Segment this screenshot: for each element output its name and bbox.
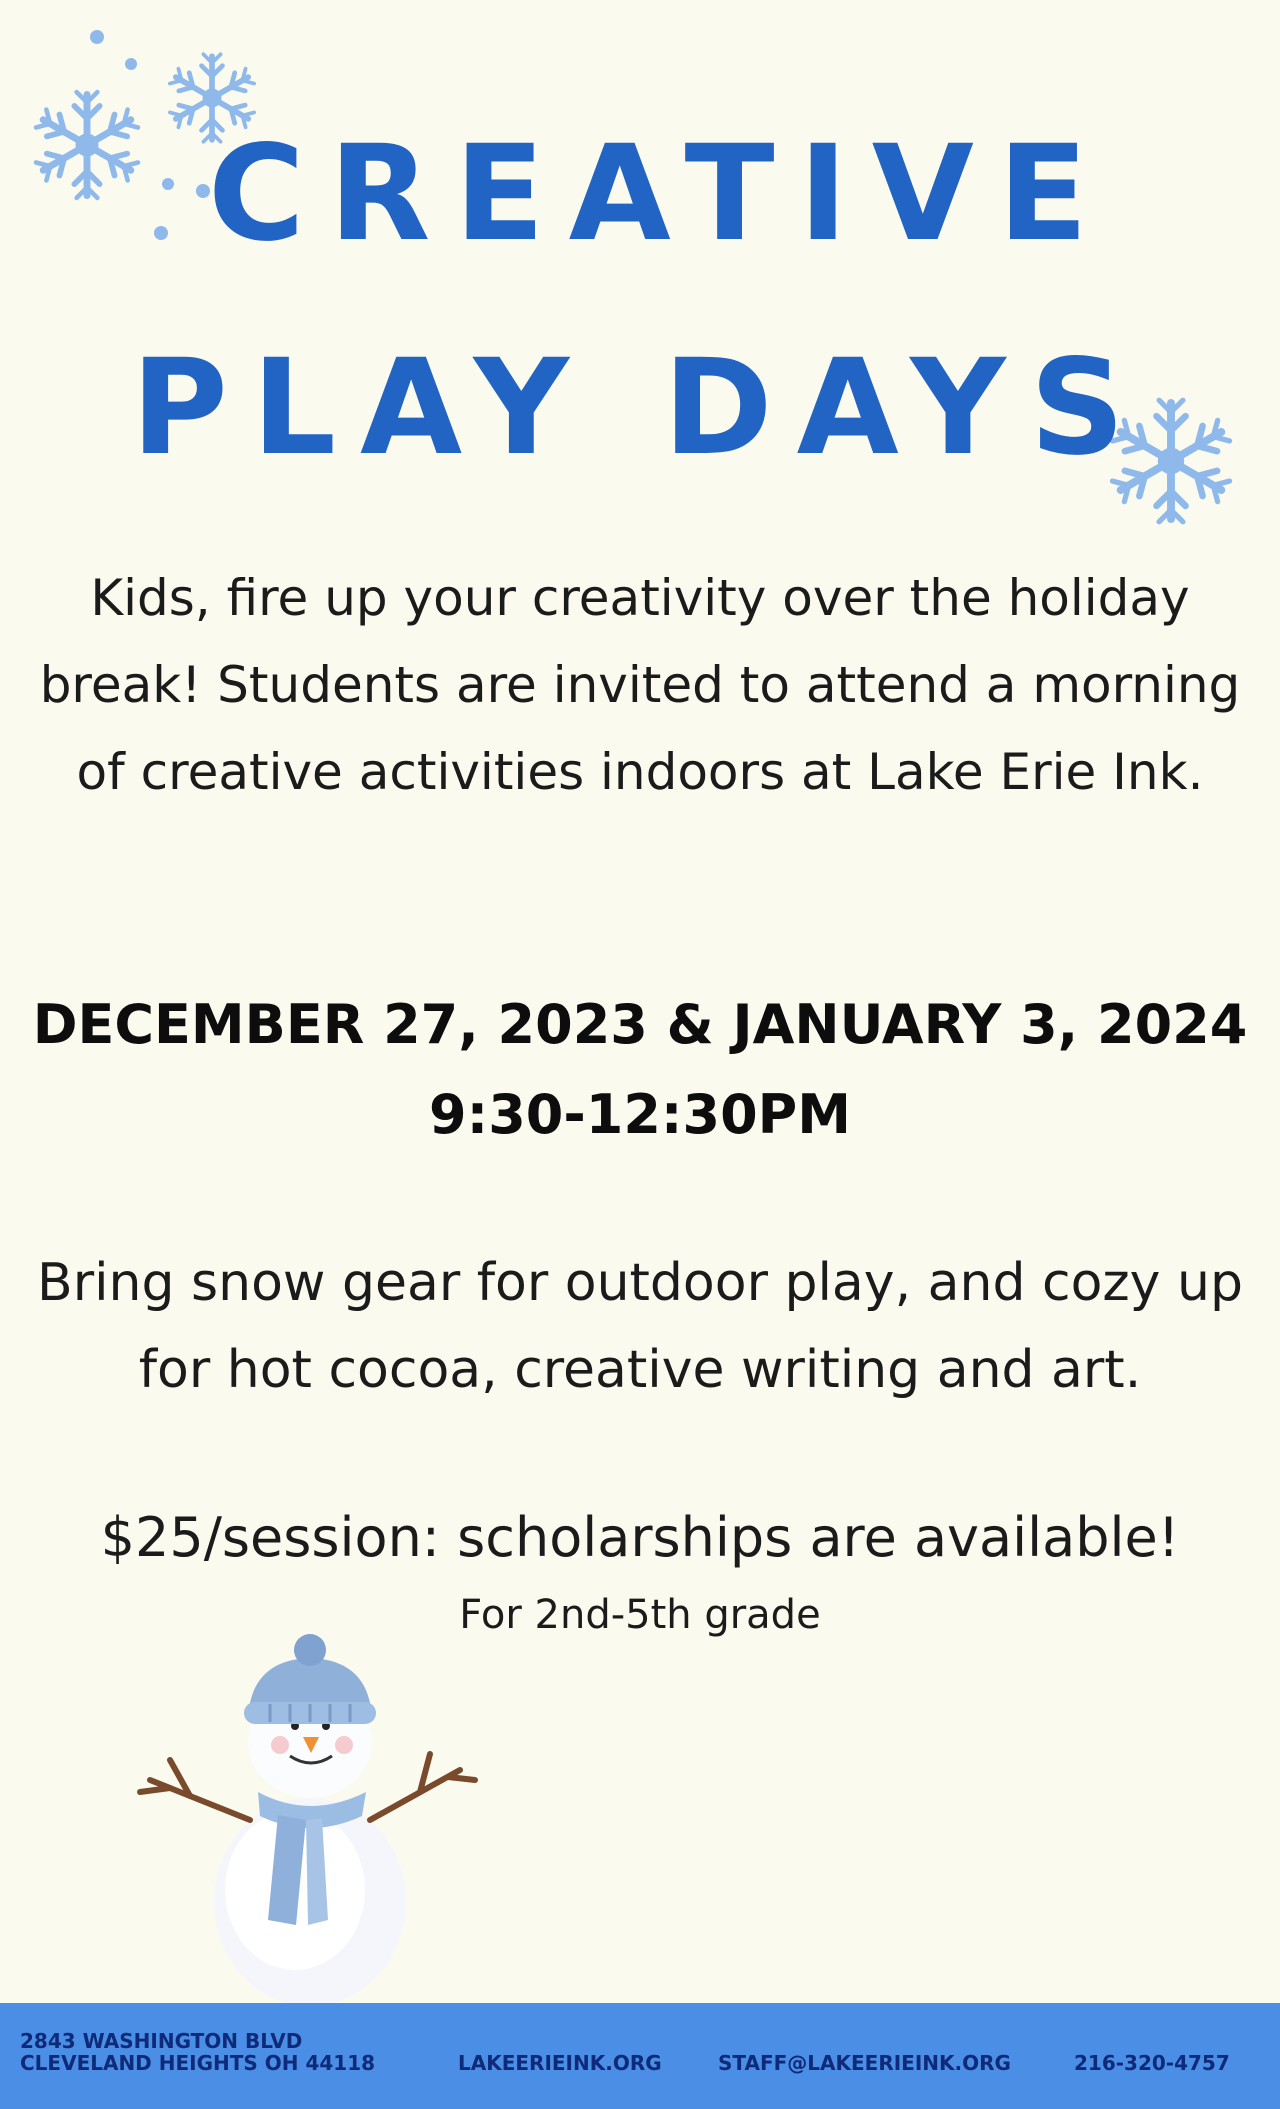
footer-address bbox=[20, 2030, 375, 2074]
snow-dot bbox=[125, 58, 137, 70]
title-play-days: PLAY DAYS bbox=[131, 331, 1149, 485]
intro-text: Kids, fire up your creativity over the holiday break! Students are invited to attend a morning of creative activities indoors at Lake Erie Ink. bbox=[39, 569, 1241, 801]
details-text: Bring snow gear for outdoor play, and cozy up for hot cocoa, creative writing and art. bbox=[37, 1253, 1243, 1400]
footer-website-link[interactable]: LAKEERIEINK.ORG bbox=[458, 2051, 662, 2075]
footer-bar bbox=[0, 2003, 1280, 2109]
price-text: $25/session: scholarships are available! bbox=[100, 1506, 1180, 1569]
snowman-illustration bbox=[130, 1620, 490, 2005]
grade-text: For 2nd-5th grade bbox=[459, 1592, 821, 1638]
address-line-2: CLEVELAND HEIGHTS OH 44118 bbox=[20, 2051, 376, 2075]
event-schedule bbox=[0, 980, 1280, 1160]
footer-phone[interactable]: 216-320-4757 bbox=[1074, 2051, 1230, 2075]
footer-email-link[interactable]: STAFF@LAKEERIEINK.ORG bbox=[718, 2051, 1011, 2075]
event-time: 9:30-12:30PM bbox=[429, 1083, 851, 1146]
address-line-1: 2843 WASHINGTON BLVD bbox=[20, 2029, 303, 2053]
title-creative: CREATIVE bbox=[207, 117, 1113, 271]
event-dates: DECEMBER 27, 2023 & JANUARY 3, 2024 bbox=[32, 993, 1248, 1056]
snow-dot bbox=[90, 30, 104, 44]
